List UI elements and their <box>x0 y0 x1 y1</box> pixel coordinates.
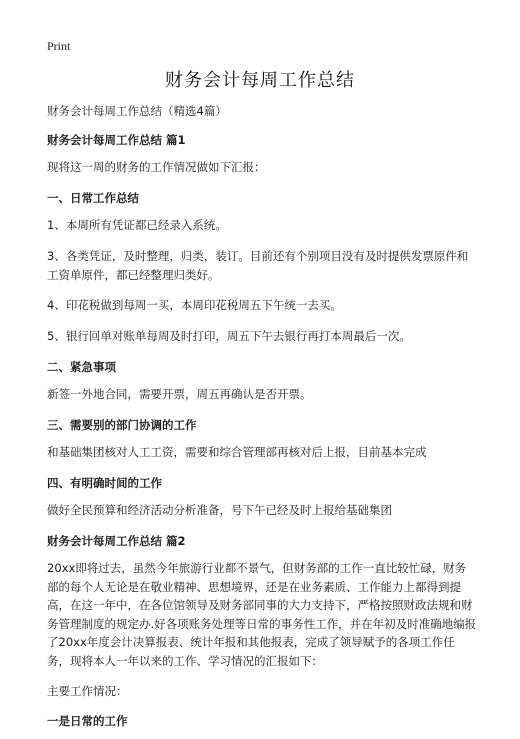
section-1-heading: 一、日常工作总结 <box>47 191 139 205</box>
section-4-text: 做好全民预算和经济活动分析准备，号下午已经及时上报给基础集团 <box>47 503 392 517</box>
list-item: 5、银行回单对账单每周及时打印，周五下午去银行再打本周最后一次。 <box>47 329 411 343</box>
main-work-label: 主要工作情况： <box>47 684 128 698</box>
chapter-2-paragraph: 20xx即将过去，虽然今年旅游行业都不景气，但财务部的工作一直比较忙碌，财务部的每个人无论是在敬业精神、思想境界，还是在业务素质、工作能力上都得到提高，在这一年中，在各位馆领导及财务部同事的大力支持下，严格按照财政法规和财务管理制度的规定办.好各项账务处理等日常的事务性工作，并在年初及时准确地编报了20xx年度会计决算报表、统计年报和其他报表，完成了领导赋予的各项工作任务，现将本人一年以来的工作、学习情况的汇报如下： <box>47 561 477 668</box>
chapter-2-heading: 财务会计每周工作总结 篇2 <box>47 534 186 548</box>
chapter-2-subheading: 一是日常的工作 <box>47 714 128 728</box>
list-item: 4、印花税做到每周一买，本周印花税周五下午统一去买。 <box>47 298 342 312</box>
list-item: 1、本周所有凭证都已经录入系统。 <box>47 218 227 232</box>
page-title: 财务会计每周工作总结 <box>165 70 355 91</box>
section-2-heading: 二、紧急事项 <box>47 360 116 374</box>
chapter-1-heading: 财务会计每周工作总结 篇1 <box>47 133 186 147</box>
print-label: Print <box>47 39 71 53</box>
chapter-1-intro: 现将这一周的财务的工作情况做如下汇报： <box>47 160 266 174</box>
section-3-text: 和基础集团核对人工工资，需要和综合管理部再核对后上报，目前基本完成 <box>47 445 427 459</box>
section-2-text: 新签一外地合同，需要开票，周五再确认是否开票。 <box>47 387 312 401</box>
document-subtitle: 财务会计每周工作总结（精选4篇） <box>47 104 227 118</box>
section-4-heading: 四、有明确时间的工作 <box>47 476 162 490</box>
document-body <box>47 102 477 739</box>
section-3-heading: 三、需要别的部门协调的工作 <box>47 418 197 432</box>
list-item: 3、各类凭证，及时整理，归类，装订。目前还有个别项目没有及时提供发票原件和工资单原件，都已经整理归类好。 <box>47 249 469 282</box>
